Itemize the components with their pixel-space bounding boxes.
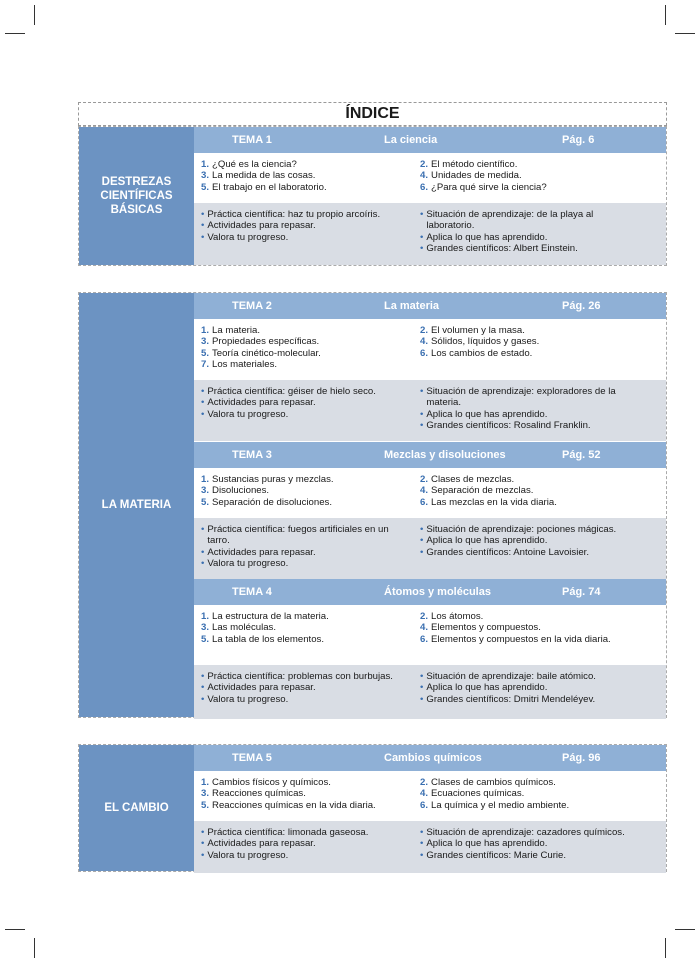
- item-text: Teoría cinético-molecular.: [212, 347, 321, 359]
- tema-activities: [194, 518, 666, 579]
- item-text: Las mezclas en la vida diaria.: [431, 496, 557, 508]
- item-number: 4.: [420, 622, 429, 634]
- item-text: Clases de mezclas.: [431, 474, 515, 485]
- section-label: [79, 293, 194, 717]
- item-text: El método científico.: [431, 159, 518, 170]
- content-item: [420, 497, 635, 508]
- activity-item: [201, 558, 411, 569]
- item-number: 5.: [201, 633, 210, 645]
- content-item: [201, 800, 411, 811]
- content-item: [420, 182, 635, 193]
- tema-activities: [194, 821, 666, 873]
- content-item: [201, 777, 411, 788]
- item-number: 1.: [201, 159, 210, 170]
- activity-item: [201, 209, 411, 220]
- tema-header[interactable]: [194, 442, 666, 468]
- activity-text: Valora tu progreso.: [207, 558, 289, 570]
- tema-activities: [194, 203, 666, 265]
- activity-text: Actividades para repasar.: [207, 838, 316, 850]
- activity-item: [420, 547, 635, 558]
- activity-item: [420, 827, 635, 838]
- content-item: [420, 800, 635, 811]
- bullet-icon: •: [201, 693, 205, 705]
- content-item: [420, 159, 635, 170]
- item-text: Separación de disoluciones.: [212, 496, 333, 508]
- activity-text: Situación de aprendizaje: exploradores de la materia.: [426, 386, 616, 409]
- bullet-icon: •: [201, 546, 205, 558]
- content-item: [201, 485, 411, 496]
- activity-item: [420, 694, 635, 705]
- section-label-line: LA MATERIA: [101, 499, 172, 511]
- item-text: Clases de cambios químicos.: [431, 777, 556, 788]
- bullet-icon: •: [201, 827, 205, 838]
- tema-page: Pág. 96: [562, 752, 601, 764]
- tema-title: La ciencia: [384, 134, 438, 146]
- contents-left-column: [201, 474, 411, 508]
- bullet-icon: •: [201, 386, 205, 397]
- item-number: 2.: [420, 777, 429, 788]
- bullet-icon: •: [420, 535, 424, 547]
- tema-contents: [194, 153, 666, 203]
- crop-mark: [665, 938, 666, 958]
- bullet-icon: •: [420, 231, 424, 243]
- activities-left-column: [201, 209, 411, 243]
- tema-contents: [194, 605, 666, 665]
- contents-left-column: [201, 611, 411, 645]
- item-text: ¿Para qué sirve la ciencia?: [431, 181, 547, 193]
- tema-page: Pág. 26: [562, 300, 601, 312]
- item-text: El trabajo en el laboratorio.: [212, 181, 327, 193]
- contents-left-column: [201, 159, 411, 193]
- activity-item: [201, 409, 411, 420]
- item-number: 1.: [201, 611, 210, 622]
- page-title: ÍNDICE: [78, 102, 667, 126]
- item-text: Unidades de medida.: [431, 170, 522, 182]
- bullet-icon: •: [420, 420, 424, 432]
- contents-left-column: [201, 325, 411, 371]
- content-item: [201, 497, 411, 508]
- contents-right-column: [420, 777, 635, 811]
- activity-text: Situación de aprendizaje: de la playa al laboratorio.: [426, 209, 594, 232]
- item-number: 3.: [201, 485, 210, 497]
- item-number: 4.: [420, 788, 429, 800]
- tema-number: TEMA 3: [232, 449, 272, 461]
- crop-mark: [34, 5, 35, 25]
- item-number: 5.: [201, 347, 210, 359]
- item-number: 1.: [201, 325, 210, 336]
- activity-text: Práctica científica: problemas con burbujas.: [207, 671, 393, 682]
- activity-item: [420, 850, 635, 861]
- tema-title: La materia: [384, 300, 440, 312]
- item-number: 1.: [201, 474, 210, 485]
- activity-item: [420, 409, 635, 420]
- bullet-icon: •: [201, 408, 205, 420]
- content-item: [201, 611, 411, 622]
- bullet-icon: •: [420, 849, 424, 861]
- item-number: 4.: [420, 336, 429, 348]
- activities-left-column: [201, 671, 411, 705]
- tema-contents: [194, 319, 666, 380]
- section-label-line: DESTREZAS: [101, 176, 172, 188]
- content-item: [201, 634, 411, 645]
- bullet-icon: •: [201, 849, 205, 861]
- tema-title: Mezclas y disoluciones: [384, 449, 506, 461]
- activity-item: [420, 524, 635, 535]
- bullet-icon: •: [420, 671, 424, 682]
- item-text: Disoluciones.: [212, 485, 270, 497]
- item-text: Ecuaciones químicas.: [431, 788, 525, 800]
- crop-mark: [5, 929, 25, 930]
- item-text: Los cambios de estado.: [431, 347, 533, 359]
- content-item: [420, 777, 635, 788]
- bullet-icon: •: [420, 209, 424, 220]
- activity-item: [420, 243, 635, 254]
- section-label: [79, 745, 194, 871]
- activity-item: [201, 232, 411, 243]
- activity-item: [201, 838, 411, 849]
- activity-item: [201, 694, 411, 705]
- content-item: [201, 788, 411, 799]
- bullet-icon: •: [420, 386, 424, 397]
- content-item: [420, 485, 635, 496]
- activity-text: Valora tu progreso.: [207, 231, 289, 243]
- content-item: [201, 182, 411, 193]
- contents-right-column: [420, 611, 635, 645]
- bullet-icon: •: [201, 524, 205, 535]
- activity-item: [420, 386, 635, 409]
- item-number: 4.: [420, 485, 429, 497]
- activity-text: Aplica lo que has aprendido.: [426, 408, 548, 420]
- item-text: Cambios físicos y químicos.: [212, 777, 331, 788]
- item-number: 5.: [201, 799, 210, 811]
- activity-item: [201, 547, 411, 558]
- section-label-line: EL CAMBIO: [104, 802, 169, 814]
- item-number: 6.: [420, 633, 429, 645]
- item-text: Elementos y compuestos.: [431, 622, 541, 634]
- activity-text: Práctica científica: limonada gaseosa.: [207, 827, 369, 838]
- bullet-icon: •: [420, 243, 424, 255]
- content-item: [420, 788, 635, 799]
- index-section: [78, 744, 667, 872]
- tema-number: TEMA 5: [232, 752, 272, 764]
- tema-contents: [194, 771, 666, 821]
- item-text: Las moléculas.: [212, 622, 277, 634]
- activity-text: Grandes científicos: Marie Curie.: [426, 849, 567, 861]
- tema-number: TEMA 4: [232, 586, 272, 598]
- item-text: Sustancias puras y mezclas.: [212, 474, 334, 485]
- content-item: [201, 170, 411, 181]
- activity-text: Valora tu progreso.: [207, 408, 289, 420]
- activity-text: Práctica científica: géiser de hielo seco.: [207, 386, 376, 397]
- item-text: Sólidos, líquidos y gases.: [431, 336, 540, 348]
- item-text: Los átomos.: [431, 611, 484, 622]
- activity-item: [420, 420, 635, 431]
- bullet-icon: •: [420, 546, 424, 558]
- index-section: [78, 126, 667, 266]
- tema-header[interactable]: [194, 293, 666, 319]
- tema-header[interactable]: [194, 745, 666, 771]
- contents-right-column: [420, 474, 635, 508]
- crop-mark: [5, 33, 25, 34]
- item-text: La tabla de los elementos.: [212, 633, 325, 645]
- item-number: 6.: [420, 347, 429, 359]
- bullet-icon: •: [201, 838, 205, 850]
- activities-right-column: [420, 386, 635, 432]
- item-text: La medida de las cosas.: [212, 170, 316, 182]
- bullet-icon: •: [201, 231, 205, 243]
- content-item: [420, 325, 635, 336]
- bullet-icon: •: [201, 397, 205, 409]
- item-number: 6.: [420, 799, 429, 811]
- bullet-icon: •: [201, 209, 205, 220]
- activity-text: Grandes científicos: Albert Einstein.: [426, 243, 578, 255]
- index-section: [78, 292, 667, 718]
- activity-text: Valora tu progreso.: [207, 693, 289, 705]
- bullet-icon: •: [201, 220, 205, 232]
- contents-right-column: [420, 159, 635, 193]
- activity-text: Actividades para repasar.: [207, 220, 316, 232]
- item-number: 5.: [201, 181, 210, 193]
- item-number: 3.: [201, 336, 210, 348]
- activities-right-column: [420, 827, 635, 861]
- tema-header[interactable]: [194, 127, 666, 153]
- item-text: La química y el medio ambiente.: [431, 799, 570, 811]
- activities-right-column: [420, 671, 635, 705]
- item-text: La estructura de la materia.: [212, 611, 329, 622]
- section-label: [79, 127, 194, 265]
- bullet-icon: •: [201, 671, 205, 682]
- activity-text: Práctica científica: haz tu propio arcoíris.: [207, 209, 381, 220]
- activities-left-column: [201, 386, 411, 420]
- item-number: 2.: [420, 474, 429, 485]
- item-number: 3.: [201, 622, 210, 634]
- bullet-icon: •: [420, 827, 424, 838]
- crop-mark: [34, 938, 35, 958]
- item-text: Reacciones químicas en la vida diaria.: [212, 799, 376, 811]
- content-item: [201, 622, 411, 633]
- activity-text: Grandes científicos: Dmitri Mendeléyev.: [426, 693, 596, 705]
- section-label-line: CIENTÍFICAS: [100, 190, 173, 202]
- tema-number: TEMA 2: [232, 300, 272, 312]
- activity-item: [420, 671, 635, 682]
- item-text: Separación de mezclas.: [431, 485, 534, 497]
- content-item: [420, 634, 635, 645]
- item-number: 3.: [201, 788, 210, 800]
- section-label-line: BÁSICAS: [110, 204, 163, 216]
- crop-mark: [675, 929, 695, 930]
- bullet-icon: •: [201, 682, 205, 694]
- activities-left-column: [201, 524, 411, 570]
- activity-item: [201, 671, 411, 682]
- crop-mark: [665, 5, 666, 25]
- item-number: 2.: [420, 325, 429, 336]
- activity-item: [201, 682, 411, 693]
- tema-activities: [194, 380, 666, 441]
- activities-left-column: [201, 827, 411, 861]
- activity-text: Aplica lo que has aprendido.: [426, 838, 548, 850]
- activities-right-column: [420, 209, 635, 255]
- activity-item: [420, 535, 635, 546]
- activity-text: Práctica científica: fuegos artificiales en un tarro.: [207, 524, 389, 547]
- item-number: 2.: [420, 159, 429, 170]
- bullet-icon: •: [420, 408, 424, 420]
- item-number: 3.: [201, 170, 210, 182]
- activity-item: [420, 838, 635, 849]
- content-item: [420, 170, 635, 181]
- activity-text: Actividades para repasar.: [207, 546, 316, 558]
- item-number: 7.: [201, 359, 210, 371]
- item-text: Propiedades específicas.: [212, 336, 320, 348]
- tema-page: Pág. 74: [562, 586, 601, 598]
- item-text: El volumen y la masa.: [431, 325, 525, 336]
- activity-text: Aplica lo que has aprendido.: [426, 682, 548, 694]
- tema-contents: [194, 468, 666, 518]
- content-item: [420, 474, 635, 485]
- tema-header[interactable]: [194, 579, 666, 605]
- item-number: 1.: [201, 777, 210, 788]
- item-text: ¿Qué es la ciencia?: [212, 159, 297, 170]
- item-number: 2.: [420, 611, 429, 622]
- content-item: [201, 474, 411, 485]
- activity-item: [201, 386, 411, 397]
- item-text: Reacciones químicas.: [212, 788, 306, 800]
- tema-number: TEMA 1: [232, 134, 272, 146]
- tema-title: Cambios químicos: [384, 752, 482, 764]
- bullet-icon: •: [420, 693, 424, 705]
- item-text: Los materiales.: [212, 359, 278, 371]
- activity-text: Situación de aprendizaje: pociones mágicas.: [426, 524, 617, 535]
- content-item: [201, 359, 411, 370]
- activity-text: Aplica lo que has aprendido.: [426, 231, 548, 243]
- content-item: [420, 622, 635, 633]
- activity-item: [201, 850, 411, 861]
- tema-page: Pág. 52: [562, 449, 601, 461]
- bullet-icon: •: [420, 838, 424, 850]
- activity-item: [420, 209, 635, 232]
- activity-item: [420, 232, 635, 243]
- item-number: 4.: [420, 170, 429, 182]
- tema-activities: [194, 665, 666, 719]
- bullet-icon: •: [201, 558, 205, 570]
- item-text: Elementos y compuestos en la vida diaria.: [431, 633, 611, 645]
- content-item: [201, 336, 411, 347]
- activity-item: [201, 397, 411, 408]
- content-item: [201, 159, 411, 170]
- activity-text: Actividades para repasar.: [207, 682, 316, 694]
- item-number: 5.: [201, 496, 210, 508]
- activity-item: [201, 827, 411, 838]
- activity-text: Actividades para repasar.: [207, 397, 316, 409]
- activity-text: Aplica lo que has aprendido.: [426, 535, 548, 547]
- contents-left-column: [201, 777, 411, 811]
- activity-text: Situación de aprendizaje: baile atómico.: [426, 671, 596, 682]
- tema-title: Átomos y moléculas: [384, 586, 491, 598]
- activity-item: [201, 220, 411, 231]
- activity-item: [201, 524, 411, 547]
- tema-page: Pág. 6: [562, 134, 595, 146]
- content-item: [201, 325, 411, 336]
- activity-text: Grandes científicos: Antoine Lavoisier.: [426, 546, 590, 558]
- content-item: [201, 348, 411, 359]
- item-number: 6.: [420, 181, 429, 193]
- item-number: 6.: [420, 496, 429, 508]
- activities-right-column: [420, 524, 635, 558]
- activity-text: Grandes científicos: Rosalind Franklin.: [426, 420, 591, 432]
- activity-text: Situación de aprendizaje: cazadores químicos.: [426, 827, 625, 838]
- bullet-icon: •: [420, 682, 424, 694]
- content-item: [420, 348, 635, 359]
- activity-text: Valora tu progreso.: [207, 849, 289, 861]
- item-text: La materia.: [212, 325, 261, 336]
- content-item: [420, 611, 635, 622]
- bullet-icon: •: [420, 524, 424, 535]
- activity-item: [420, 682, 635, 693]
- content-item: [420, 336, 635, 347]
- crop-mark: [675, 33, 695, 34]
- contents-right-column: [420, 325, 635, 359]
